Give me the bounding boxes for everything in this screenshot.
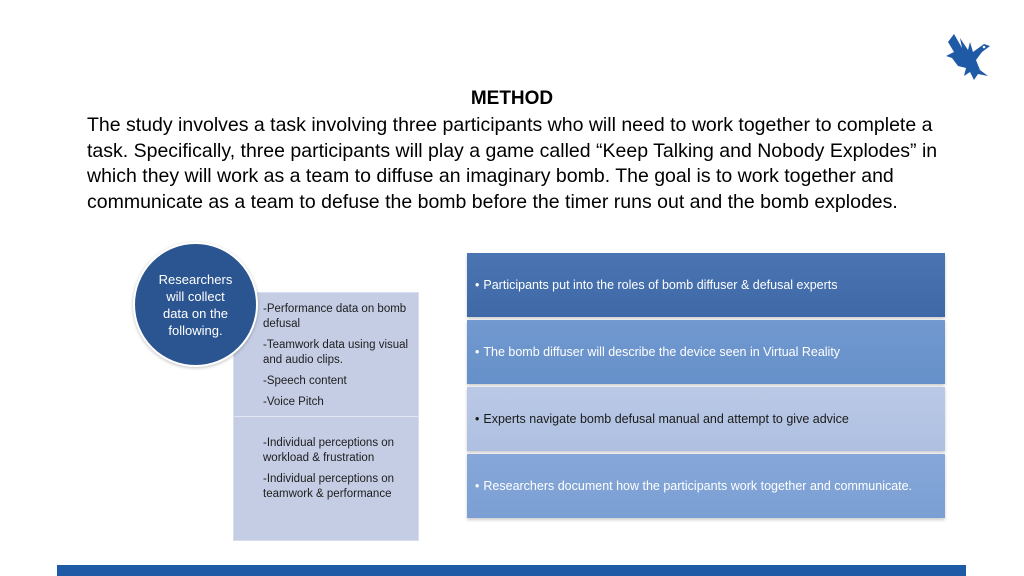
bullet-icon: • xyxy=(475,412,480,426)
eagle-logo-icon xyxy=(940,30,992,82)
footer-bar xyxy=(57,565,966,576)
step-item xyxy=(467,454,945,518)
page-title: METHOD xyxy=(470,88,554,109)
bullet-icon: • xyxy=(475,479,480,493)
step-item xyxy=(467,320,945,384)
circle-label: Researchers will collect data on the following. xyxy=(158,271,233,338)
data-item: -Voice Pitch xyxy=(263,396,324,408)
step-item xyxy=(467,253,945,317)
data-item: -Speech content xyxy=(263,375,347,387)
data-group-primary xyxy=(263,302,413,416)
bullet-icon: • xyxy=(475,345,480,359)
bullet-icon: • xyxy=(475,278,480,292)
step-text: Experts navigate bomb defusal manual and attempt to give advice xyxy=(483,412,849,426)
step-text: Participants put into the roles of bomb diffuser & defusal experts xyxy=(483,278,838,292)
data-item: -Individual perceptions on teamwork & performance xyxy=(263,473,395,500)
data-list-box xyxy=(233,292,419,541)
step-text: Researchers document how the participants work together and communicate. xyxy=(483,479,913,493)
step-item xyxy=(467,387,945,451)
data-item: -Performance data on bomb defusal xyxy=(263,303,407,330)
researchers-circle xyxy=(133,242,258,367)
data-item: -Teamwork data using visual and audio clips. xyxy=(263,339,409,366)
divider xyxy=(234,416,418,417)
data-group-perceptions xyxy=(263,436,413,508)
step-text: The bomb diffuser will describe the device seen in Virtual Reality xyxy=(483,345,841,359)
study-description: The study involves a task involving three participants who will need to work together to complete a task. Specifically, three participants will play a game called “Keep Talking and Nobody Explodes” in which they will work as a team to diffuse an imaginary bomb. The goal is to work together and communicate as a team to defuse the bomb before the timer runs out and the bomb explodes. xyxy=(87,114,938,213)
data-item: -Individual perceptions on workload & frustration xyxy=(263,437,395,464)
